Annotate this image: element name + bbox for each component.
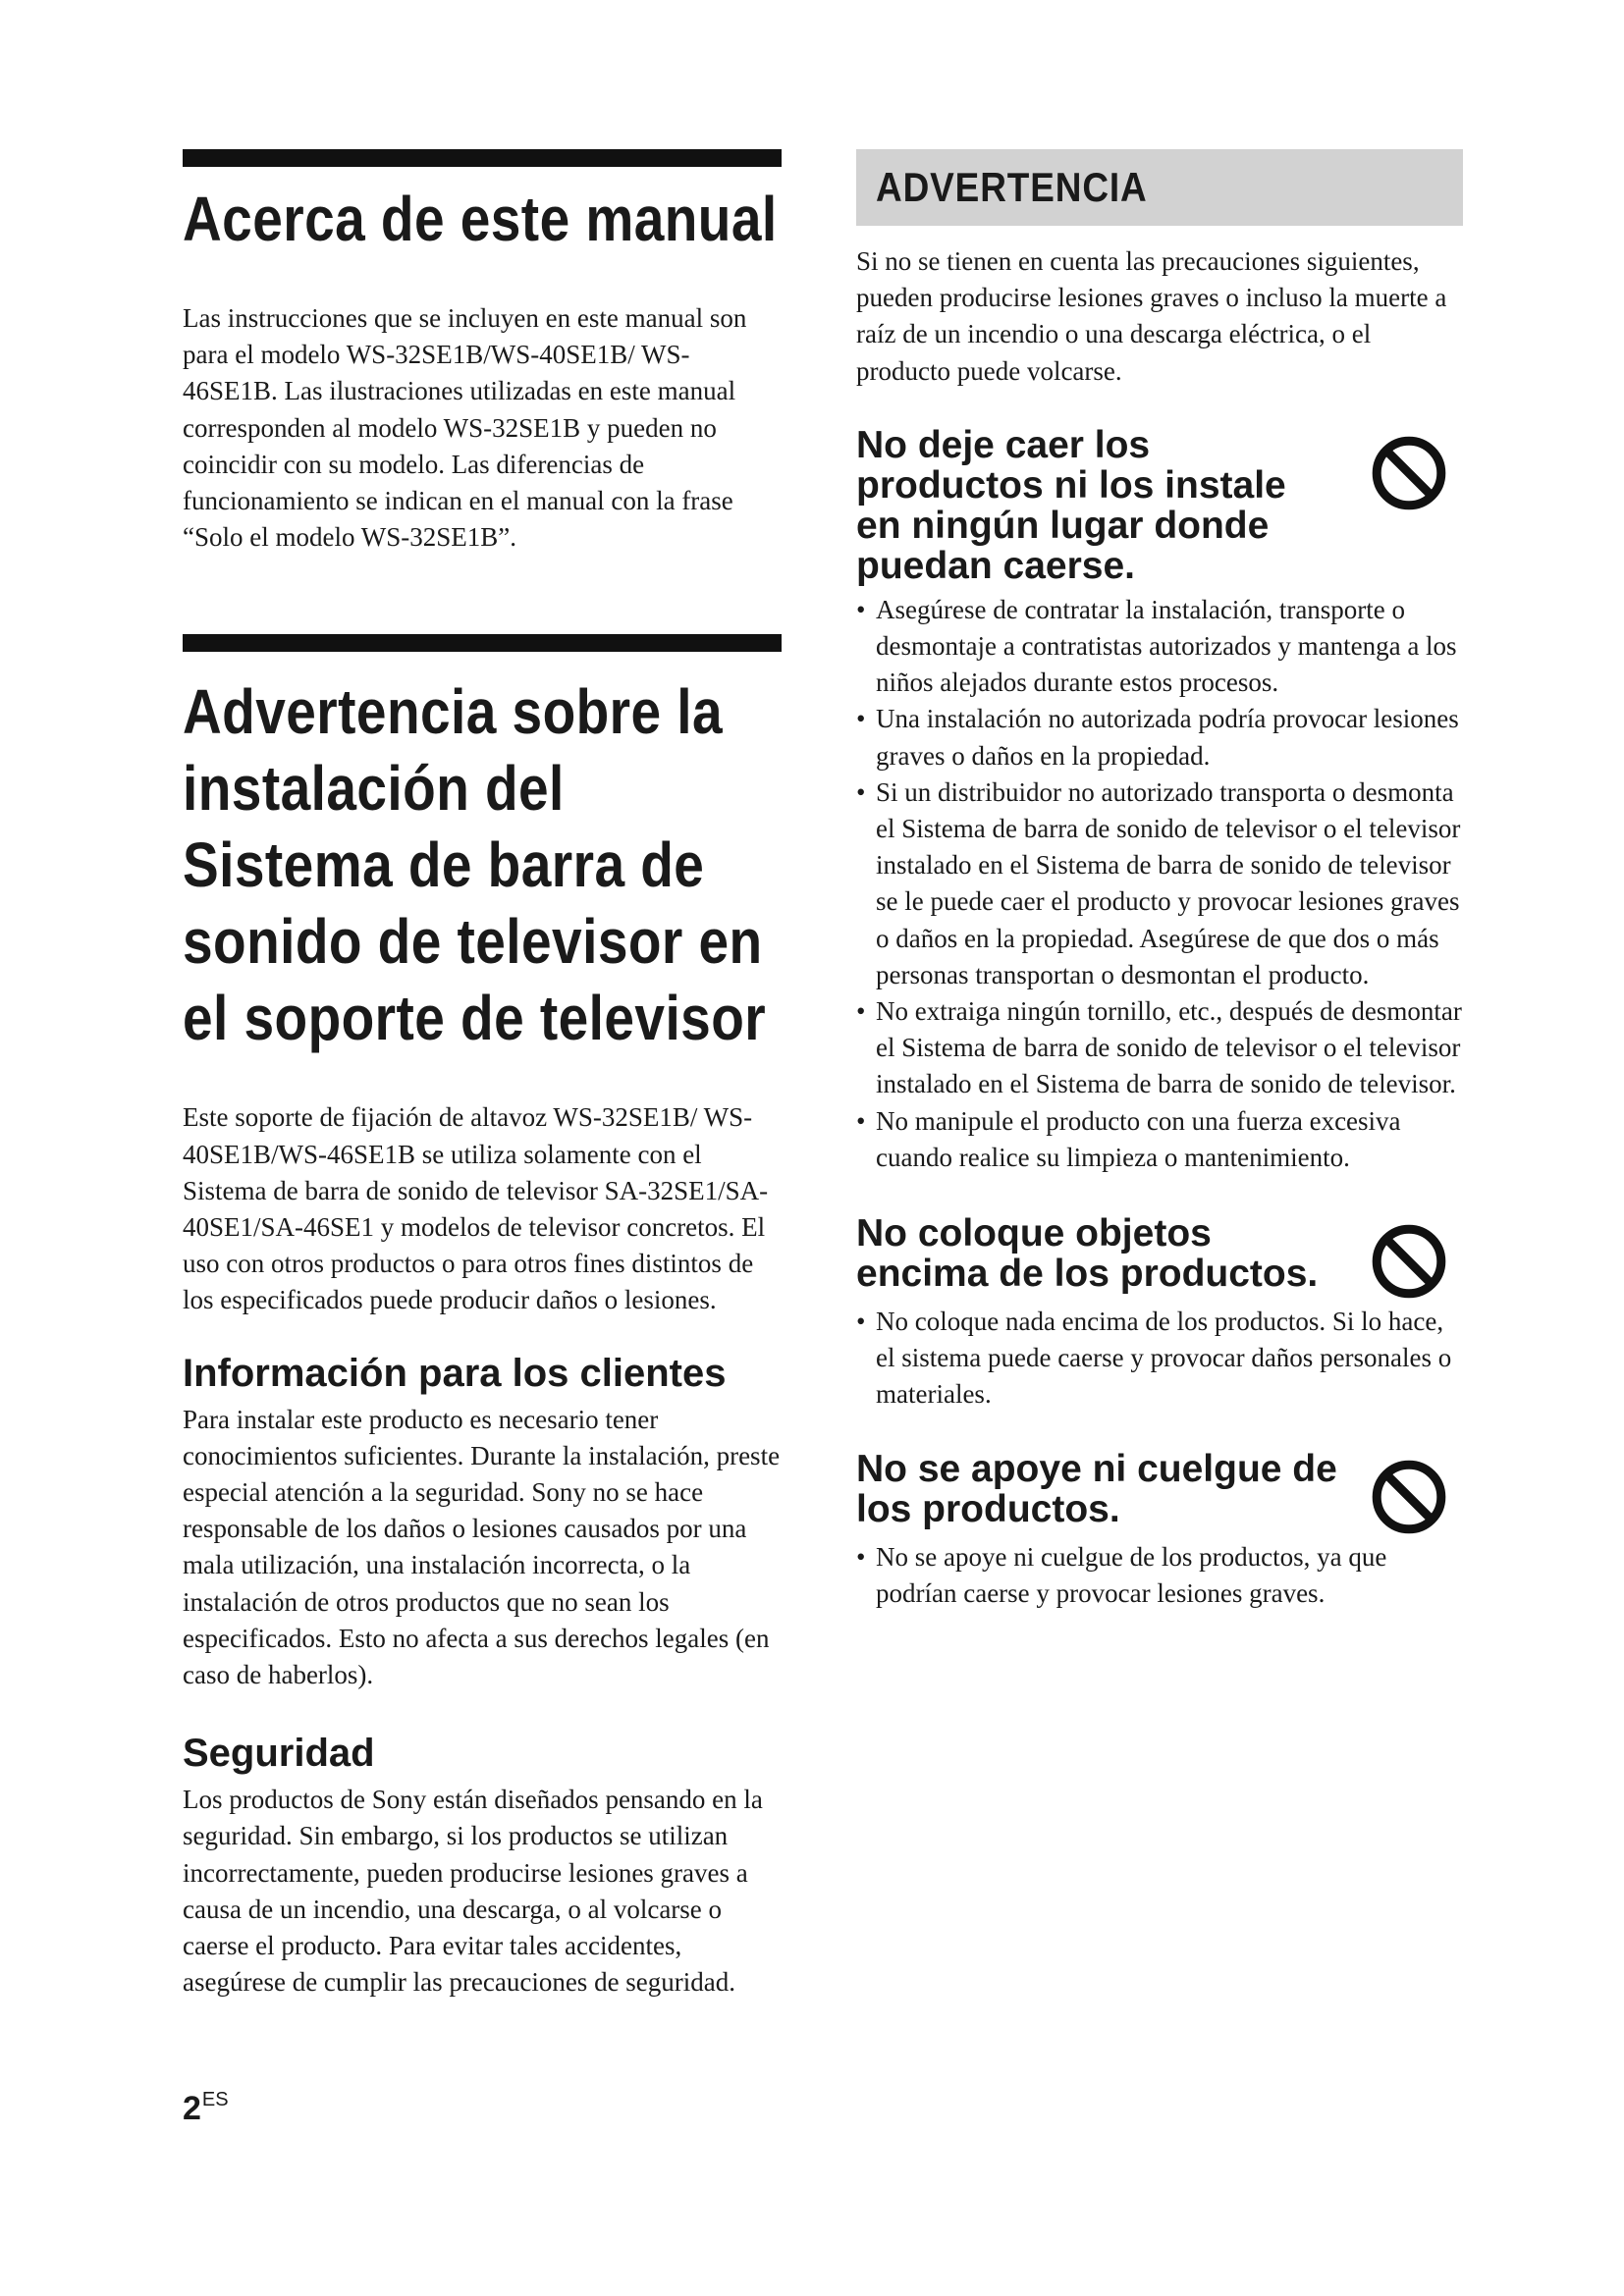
warning-intro: Si no se tienen en cuenta las precauciones siguientes, pueden producirse lesiones graves o incluso la muerte a raíz de un incendio o una descarga eléctrica, o el producto puede volcarse.	[856, 246, 1447, 386]
warning-title: No se apoye ni cuelgue de los productos.	[856, 1447, 1337, 1530]
bullet-item: • No coloque nada encima de los productos. Si lo hace, el sistema puede caerse y provocar daños personales o materiales.	[856, 1304, 1463, 1414]
warning-section-drop	[856, 425, 1463, 1176]
bullet-item: • Asegúrese de contratar la instalación, transporte o desmontaje a contratistas autorizados y mantenga a los niños alejados durante estos procesos.	[856, 592, 1463, 702]
safety-title: Seguridad	[183, 1732, 375, 1776]
page-number-suffix: ES	[201, 2089, 229, 2110]
warning-section-objects	[856, 1213, 1463, 1414]
right-column	[856, 149, 1463, 1612]
left-column	[183, 149, 782, 2001]
install-section	[183, 634, 782, 1318]
warning-label: ADVERTENCIA	[876, 164, 1148, 210]
install-title: Advertencia sobre la instalación del Sistema de barra de sonido de televisor en el soporte de televisor	[183, 676, 767, 1054]
bullet-item: • No extraiga ningún tornillo, etc., después de desmontar el Sistema de barra de sonido de televisor o el televisor instalado en el Sistema de barra de sonido de televisor.	[856, 993, 1463, 1103]
safety-section	[183, 1733, 782, 2001]
prohibition-icon	[1369, 1221, 1449, 1302]
warning-banner	[856, 149, 1463, 226]
bullet-item: • Si un distribuidor no autorizado transporta o desmonta el Sistema de barra de sonido de televisor o el televisor instalado en el Sistema de barra de sonido de televisor se le puede caer el producto y provocar lesiones graves o daños en la propiedad. Asegúrese de que dos o más personas transportan o desmontan el producto.	[856, 774, 1463, 993]
section-rule	[183, 149, 782, 167]
page-number	[183, 2089, 229, 2128]
customers-title: Información para los clientes	[183, 1351, 727, 1395]
about-body: Las instrucciones que se incluyen en este manual son para el modelo WS-32SE1B/WS-40SE1B/ WS-46SE1B. Las ilustraciones utilizadas en este manual corresponden al modelo WS-32SE1B y pueden no coincidir con su modelo. Las diferencias de funcionamiento se indican en el manual con la frase “Solo el modelo WS-32SE1B”.	[183, 303, 747, 553]
bullet-item: • Una instalación no autorizada podría provocar lesiones graves o daños en la propiedad.	[856, 701, 1463, 774]
customers-section	[183, 1353, 782, 1694]
section-rule	[183, 634, 782, 652]
bullet-item: • No manipule el producto con una fuerza excesiva cuando realice su limpieza o mantenimiento.	[856, 1103, 1463, 1176]
warning-title: No deje caer los productos ni los instale en ningún lugar donde puedan caerse.	[856, 423, 1286, 587]
warning-section-lean	[856, 1449, 1463, 1612]
prohibition-icon	[1369, 433, 1449, 513]
about-title: Acerca de este manual	[183, 184, 778, 254]
install-body: Este soporte de fijación de altavoz WS-32SE1B/ WS-40SE1B/WS-46SE1B se utiliza solamente con el Sistema de barra de sonido de televisor SA-32SE1/SA-40SE1/SA-46SE1 y modelos de televisor concretos. El uso con otros productos o para otros fines distintos de los especificados puede producir daños o lesiones.	[183, 1102, 769, 1315]
safety-body: Los productos de Sony están diseñados pensando en la seguridad. Sin embargo, si los productos se utilizan incorrectamente, pueden producirse lesiones graves a causa de un incendio, una descarga, o al volcarse o caerse el producto. Para evitar tales accidentes, asegúrese de cumplir las precauciones de seguridad.	[183, 1785, 763, 1998]
warning-title: No coloque objetos encima de los productos.	[856, 1212, 1319, 1296]
about-section	[183, 149, 782, 556]
customers-body: Para instalar este producto es necesario tener conocimientos suficientes. Durante la instalación, preste especial atención a la seguridad. Sony no se hace responsable de los daños o lesiones causados por una mala utilización, una instalación incorrecta, o la instalación de otros productos que no sean los especificados. Esto no afecta a sus derechos legales (en caso de haberlos).	[183, 1404, 781, 1690]
page-number-value: 2	[183, 2090, 201, 2127]
bullet-item: • No se apoye ni cuelgue de los productos, ya que podrían caerse y provocar lesiones graves.	[856, 1539, 1463, 1612]
prohibition-icon	[1369, 1457, 1449, 1537]
